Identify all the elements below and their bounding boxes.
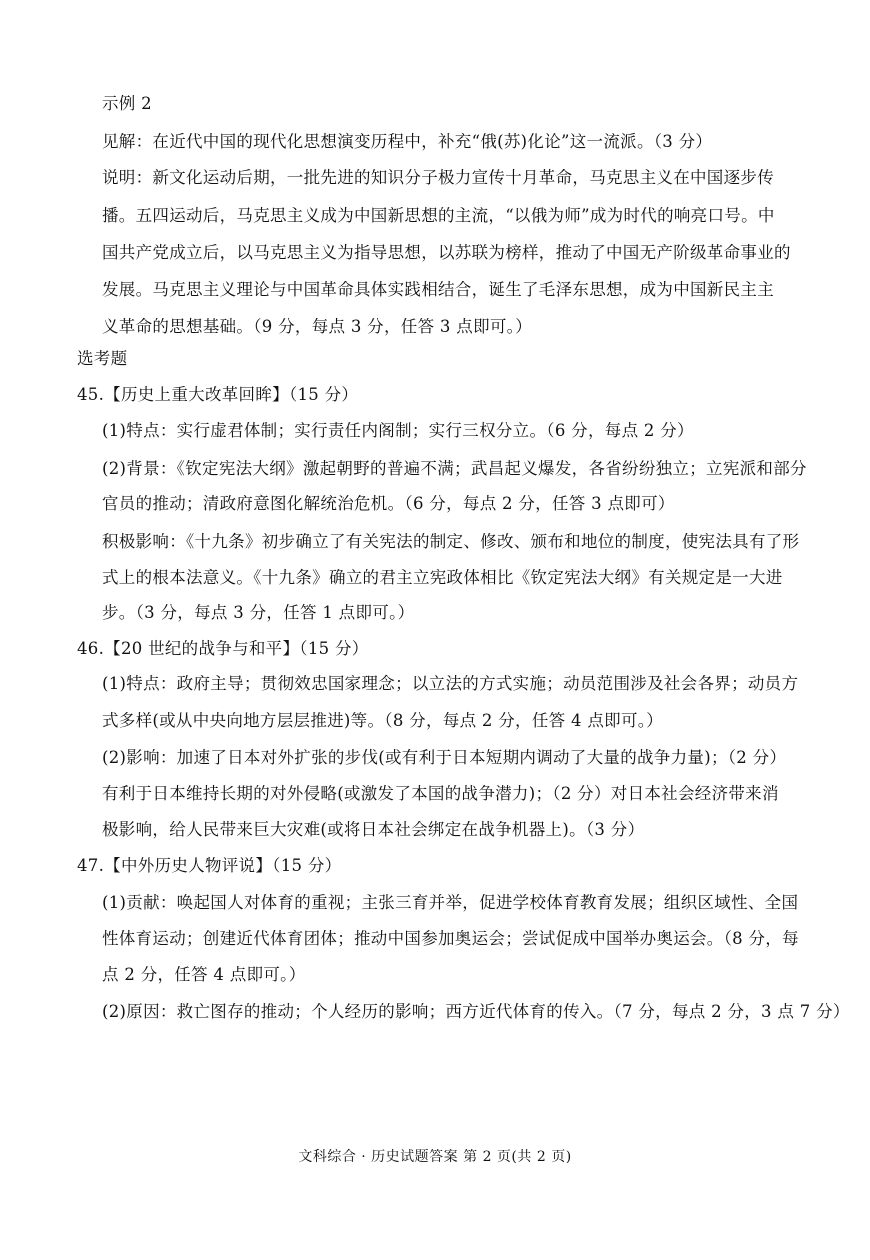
example-explain-line: 发展。马克思主义理论与中国革命具体实践相结合，诞生了毛泽东思想，成为中国新民主主 — [102, 280, 774, 299]
q47-part1-line: 性体育运动；创建近代体育团体；推动中国参加奥运会；尝试促成中国举办奥运会。（8 分，每 — [102, 929, 799, 948]
q45-part2-line: (2)背景：《钦定宪法大纲》激起朝野的普遍不满；武昌起义爆发，各省纷纷独立；立宪派和部分 — [102, 459, 807, 478]
example-explain-line: 播。五四运动后，马克思主义成为中国新思想的主流，“以俄为师”成为时代的响亮口号。中 — [102, 206, 775, 225]
q47-part2: (2)原因：救亡图存的推动；个人经历的影响；西方近代体育的传入。（7 分，每点 2 分，3 点 7 分） — [102, 1002, 850, 1021]
q46-part2-line: 极影响，给人民带来巨大灾难(或将日本社会绑定在战争机器上)。（3 分） — [102, 820, 645, 839]
q46-part1-line: (1)特点：政府主导；贯彻效忠国家理念；以立法的方式实施；动员范围涉及社会各界；动员方 — [102, 674, 799, 693]
example-explain-line: 义革命的思想基础。（9 分，每点 3 分，任答 3 点即可。） — [102, 317, 533, 336]
q46-part1-line: 式多样(或从中央向地方层层推进)等。（8 分，每点 2 分，任答 4 点即可。） — [102, 711, 664, 730]
q45-part3-line: 步。（3 分，每点 3 分，任答 1 点即可。） — [102, 603, 415, 622]
q47-part1-line: (1)贡献：唤起国人对体育的重视；主张三育并举，促进学校体育教育发展；组织区域性、全国 — [102, 893, 799, 912]
q45-part2-line: 官员的推动；清政府意图化解统治危机。（6 分，每点 2 分，任答 3 点即可） — [102, 494, 675, 513]
elective-heading: 选考题 — [77, 349, 128, 368]
q45-part3-line: 积极影响：《十九条》初步确立了有关宪法的制定、修改、颁布和地位的制度，使宪法具有了形 — [102, 532, 800, 551]
example-title: 示例 2 — [102, 94, 152, 113]
q45-part3-line: 式上的根本法意义。《十九条》确立的君主立宪政体相比《钦定宪法大纲》有关规定是一大进 — [102, 568, 783, 587]
q46-heading: 46.【20 世纪的战争与和平】（15 分） — [77, 639, 369, 658]
example-view: 见解：在近代中国的现代化思想演变历程中，补充“俄(苏)化论”这一流派。（3 分） — [102, 132, 713, 151]
q45-heading: 45.【历史上重大改革回眸】（15 分） — [77, 385, 359, 404]
q45-part1: (1)特点：实行虚君体制；实行责任内阁制；实行三权分立。（6 分，每点 2 分） — [102, 421, 694, 440]
q47-part1-line: 点 2 分，任答 4 点即可。） — [102, 965, 306, 984]
example-explain-line: 国共产党成立后，以马克思主义为指导思想，以苏联为榜样，推动了中国无产阶级革命事业的 — [102, 243, 791, 262]
page-footer: 文科综合 · 历史试题答案 第 2 页(共 2 页) — [298, 1149, 572, 1165]
q47-heading: 47.【中外历史人物评说】（15 分） — [77, 856, 342, 875]
q46-part2-line: (2)影响：加速了日本对外扩张的步伐(或有利于日本短期内调动了大量的战争力量)；（2 分） — [102, 748, 787, 767]
q46-part2-line: 有利于日本维持长期的对外侵略(或激发了本国的战争潜力)；（2 分）对日本社会经济带来消 — [102, 784, 779, 803]
example-explain-line: 说明：新文化运动后期，一批先进的知识分子极力宣传十月革命，马克思主义在中国逐步传 — [102, 168, 774, 187]
